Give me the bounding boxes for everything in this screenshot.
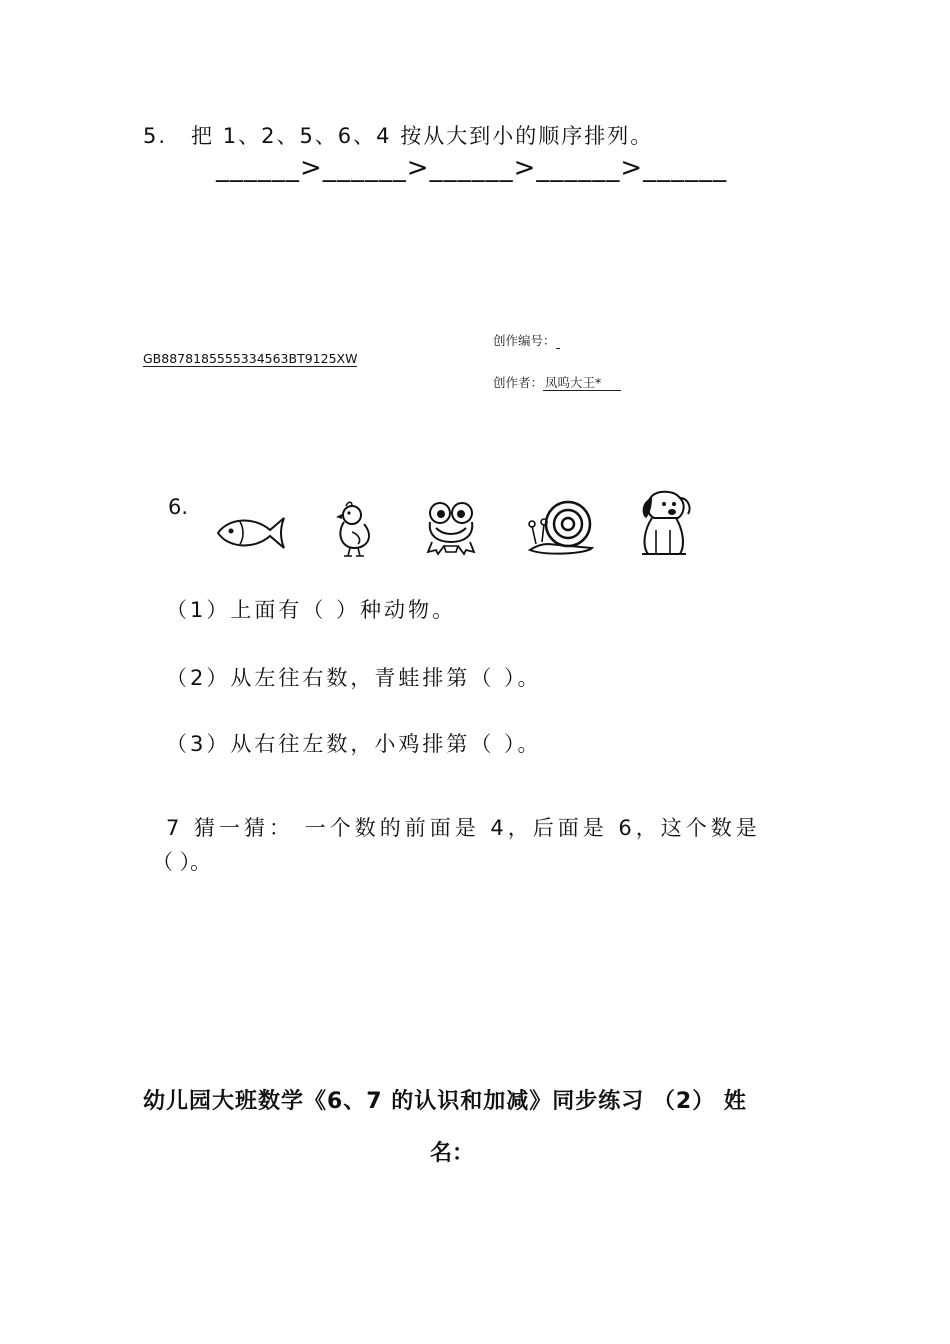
frog-icon	[424, 500, 478, 558]
question-6-item-3: （3）从右往左数，小鸡排第（ ）。	[166, 732, 542, 756]
fish-icon	[214, 512, 288, 554]
creation-id	[493, 331, 560, 349]
author-value: 凤呜大王*	[543, 375, 621, 391]
chick-icon	[330, 500, 376, 560]
question-6-item-2: （2）从左往右数，青蛙排第（ ）。	[166, 666, 542, 690]
creation-id-value	[556, 333, 560, 349]
creation-id-label: 创作编号：	[493, 333, 556, 348]
question-6-number: 6.	[168, 495, 189, 519]
worksheet-title-name-field: 名：	[430, 1141, 475, 1166]
dog-icon	[634, 488, 694, 560]
snail-icon	[526, 500, 598, 560]
question-5-answer-blanks[interactable]: ______>______>______>______>______	[216, 153, 728, 183]
worksheet-title: 幼儿园大班数学《6、7 的认识和加减》同步练习 （2） 姓	[143, 1089, 747, 1114]
question-5-text: 把 1、2、5、6、4 按从大到小的顺序排列。	[191, 124, 654, 148]
question-6-item-1: （1）上面有（ ）种动物。	[166, 598, 457, 622]
document-code: GB8878185555334563BT9125XW	[143, 351, 358, 366]
question-5-number: 5.	[143, 124, 168, 148]
author	[493, 373, 621, 391]
question-7-line-2: （ ）。	[152, 850, 212, 874]
author-label: 创作者：	[493, 375, 544, 390]
question-7-line-1: 7 猜一猜： 一个数的前面是 4，后面是 6，这个数是	[166, 816, 761, 840]
question-5	[143, 120, 653, 150]
